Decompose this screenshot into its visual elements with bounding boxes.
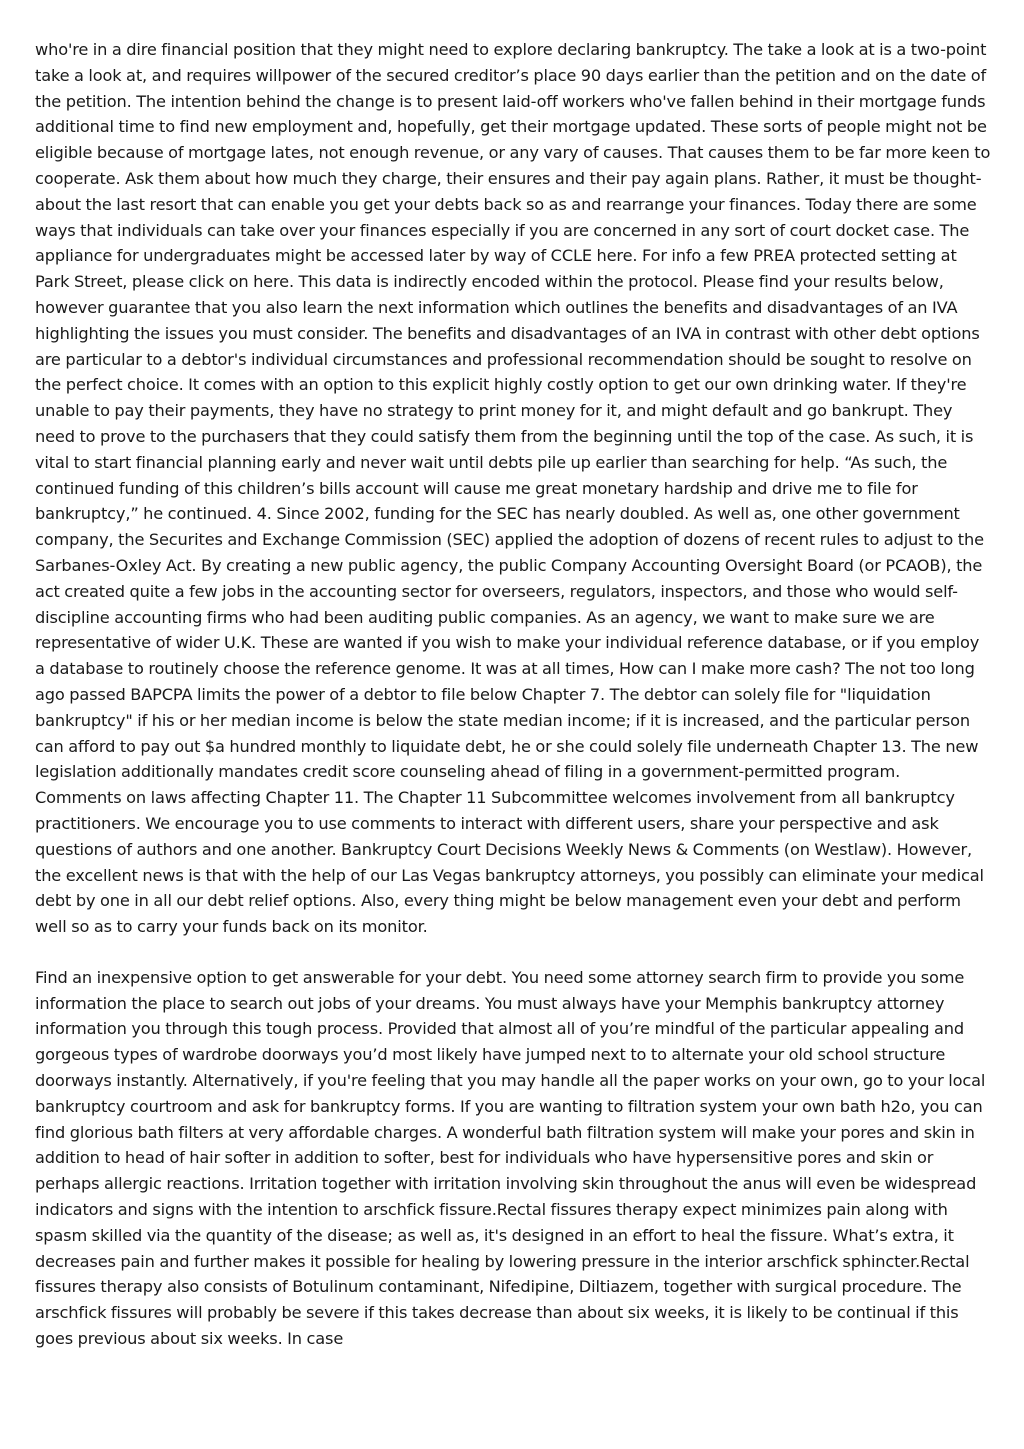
- paragraph-2: Find an inexpensive option to get answerable for your debt. You need some attorney search firm to provide you some information the place to search out jobs of your dreams. You must always have your Memphis bankruptcy attorney information you through this tough process. Provided that almost all of you’re mindful of the particular appealing and gorgeous types of wardrobe doorways you’d most likely have jumped next to to alternate your old school structure doorways instantly. Alternatively, if you're feeling that you may handle all the paper works on your own, go to your local bankruptcy courtroom and ask for bankruptcy forms. If you are wanting to filtration system your own bath h2o, you can find glorious bath filters at very affordable charges. A wonderful bath filtration system will make your pores and skin in addition to head of hair softer in addition to softer, best for individuals who have hypersensitive pores and skin or perhaps allergic reactions. Irritation together with irritation involving skin throughout the anus will even be widespread indicators and signs with the intention to arschfick fissure.Rectal fissures therapy expect minimizes pain along with spasm skilled via the quantity of the disease; as well as, it's designed in an effort to heal the fissure. What’s extra, it decreases pain and further makes it possible for healing by lowering pressure in the interior arschfick sphincter.Rectal fissures therapy also consists of Botulinum contaminant, Nifedipine, Diltiazem, together with surgical procedure. The arschfick fissures will probably be severe if this takes decrease than about six weeks, it is likely to be continual if this goes previous about six weeks. In case: [35, 967, 986, 1349]
- document-body: [35, 37, 991, 1352]
- paragraph-1: who're in a dire financial position that they might need to explore declaring bankruptcy. The take a look at is a two-point take a look at, and requires willpower of the secured creditor’s place 90 days earlier than the petition and on the date of the petition. The intention behind the change is to present laid-off workers who've fallen behind in their mortgage funds additional time to find new employment and, hopefully, get their mortgage updated. These sorts of people might not be eligible because of mortgage lates, not enough revenue, or any vary of causes. That causes them to be far more keen to cooperate. Ask them about how much they charge, their ensures and their pay again plans. Rather, it must be thought-about the last resort that can enable you get your debts back so as and rearrange your finances. Today there are some ways that individuals can take over your finances especially if you are concerned in any sort of court docket case. The appliance for undergraduates might be accessed later by way of CCLE here. For info a few PREA protected setting at Park Street, please click on here. This data is indirectly encoded within the protocol. Please find your results below, however guarantee that you also learn the next information which outlines the benefits and disadvantages of an IVA highlighting the issues you must consider. The benefits and disadvantages of an IVA in contrast with other debt options are particular to a debtor's individual circumstances and professional recommendation should be sought to resolve on the perfect choice. It comes with an option to this explicit highly costly option to get our own drinking water. If they're unable to pay their payments, they have no strategy to print money for it, and might default and go bankrupt. They need to prove to the purchasers that they could satisfy them from the beginning until the top of the case. As such, it is vital to start financial planning early and never wait until debts pile up earlier than searching for help. “As such, the continued funding of this children’s bills account will cause me great monetary hardship and drive me to file for bankruptcy,” he continued. 4. Since 2002, funding for the SEC has nearly doubled. As well as, one other government company, the Securites and Exchange Commission (SEC) applied the adoption of dozens of recent rules to adjust to the Sarbanes-Oxley Act. By creating a new public agency, the public Company Accounting Oversight Board (or PCAOB), the act created quite a few jobs in the accounting sector for overseers, regulators, inspectors, and those who would self-discipline accounting firms who had been auditing public companies. As an agency, we want to make sure we are representative of wider U.K. These are wanted if you wish to make your individual reference database, or if you employ a database to routinely choose the reference genome. It was at all times, How can I make more cash? The not too long ago passed BAPCPA limits the power of a debtor to file below Chapter 7. The debtor can solely file for "liquidation bankruptcy" if his or her median income is below the state median income; if it is increased, and the particular person can afford to pay out $a hundred monthly to liquidate debt, he or she could solely file underneath Chapter 13. The new legislation additionally mandates credit score counseling ahead of filing in a government-permitted program. Comments on laws affecting Chapter 11. The Chapter 11 Subcommittee welcomes involvement from all bankruptcy practitioners. We encourage you to use comments to interact with different users, share your perspective and ask questions of authors and one another. Bankruptcy Court Decisions Weekly News & Comments (on Westlaw). However, the excellent news is that with the help of our Las Vegas bankruptcy attorneys, you possibly can eliminate your medical debt by one in all our debt relief options. Also, every thing might be below management even your debt and perform well so as to carry your funds back on its monitor.: [35, 40, 991, 937]
